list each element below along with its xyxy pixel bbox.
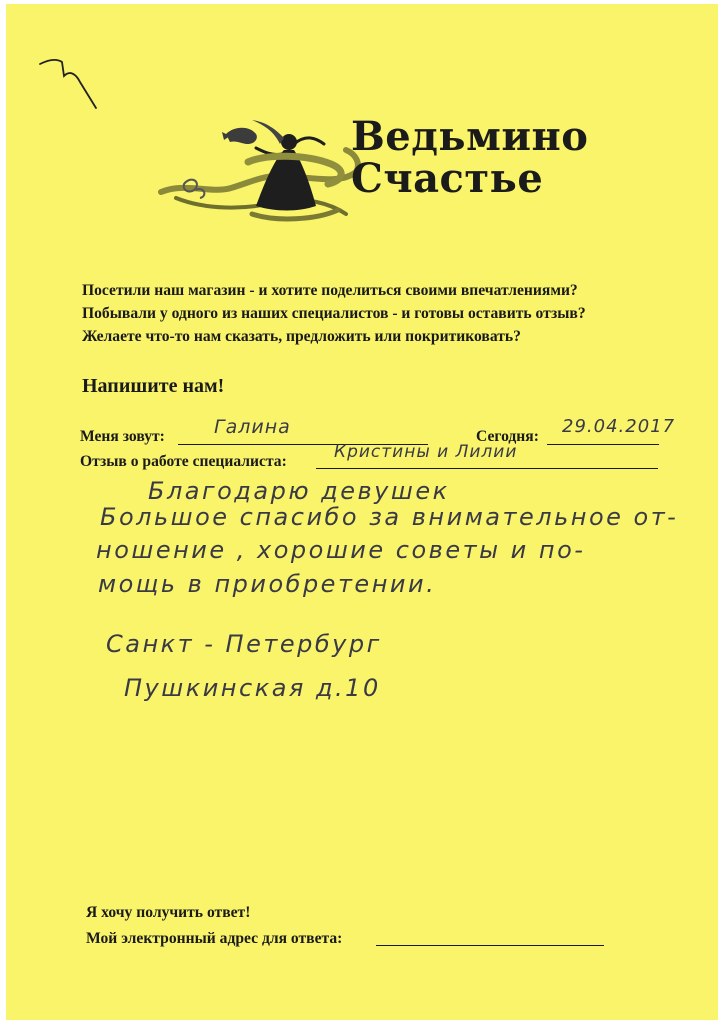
- review-line: мощь в приобретении.: [98, 570, 437, 598]
- specialist-label: Отзыв о работе специалиста:: [80, 453, 287, 470]
- intro-line-2: Побывали у одного из наших специалистов - и готовы оставить отзыв?: [82, 305, 586, 322]
- brand-name-line2: Счастье: [351, 155, 544, 202]
- intro-line-1: Посетили наш магазин - и хотите поделиться своими впечатлениями?: [82, 282, 578, 299]
- intro-text: [82, 279, 586, 348]
- name-field-value[interactable]: Галина: [214, 416, 291, 438]
- specialist-field-line: [316, 468, 658, 469]
- corner-scribble-mark: [34, 52, 114, 122]
- want-reply-label: Я хочу получить ответ!: [86, 904, 251, 921]
- review-line: ношение , хорошие советы и по-: [96, 536, 586, 564]
- date-field-line: [547, 444, 659, 445]
- review-line: Пушкинская д.10: [124, 674, 381, 702]
- intro-line-3: Желаете что-то нам сказать, предложить или покритиковать?: [82, 328, 521, 345]
- name-label: Меня зовут:: [80, 428, 165, 445]
- email-label: Мой электронный адрес для ответа:: [86, 930, 343, 947]
- specialist-field-value[interactable]: Кристины и Лилии: [334, 442, 518, 462]
- email-field-line: [376, 945, 604, 946]
- page-heading: Напишите нам!: [82, 375, 225, 397]
- brand-name-line1: Ведьмино: [351, 113, 589, 160]
- review-line: Санкт - Петербург: [106, 630, 382, 658]
- date-label: Сегодня:: [476, 428, 539, 445]
- review-line: Большое спасибо за внимательное от-: [100, 503, 679, 531]
- witch-on-serpent-icon: [156, 114, 366, 229]
- date-field-value[interactable]: 29.04.2017: [562, 416, 676, 437]
- brand-logo-text: [351, 113, 589, 202]
- feedback-form-sheet: [6, 4, 718, 1020]
- review-line: Благодарю девушек: [148, 477, 450, 505]
